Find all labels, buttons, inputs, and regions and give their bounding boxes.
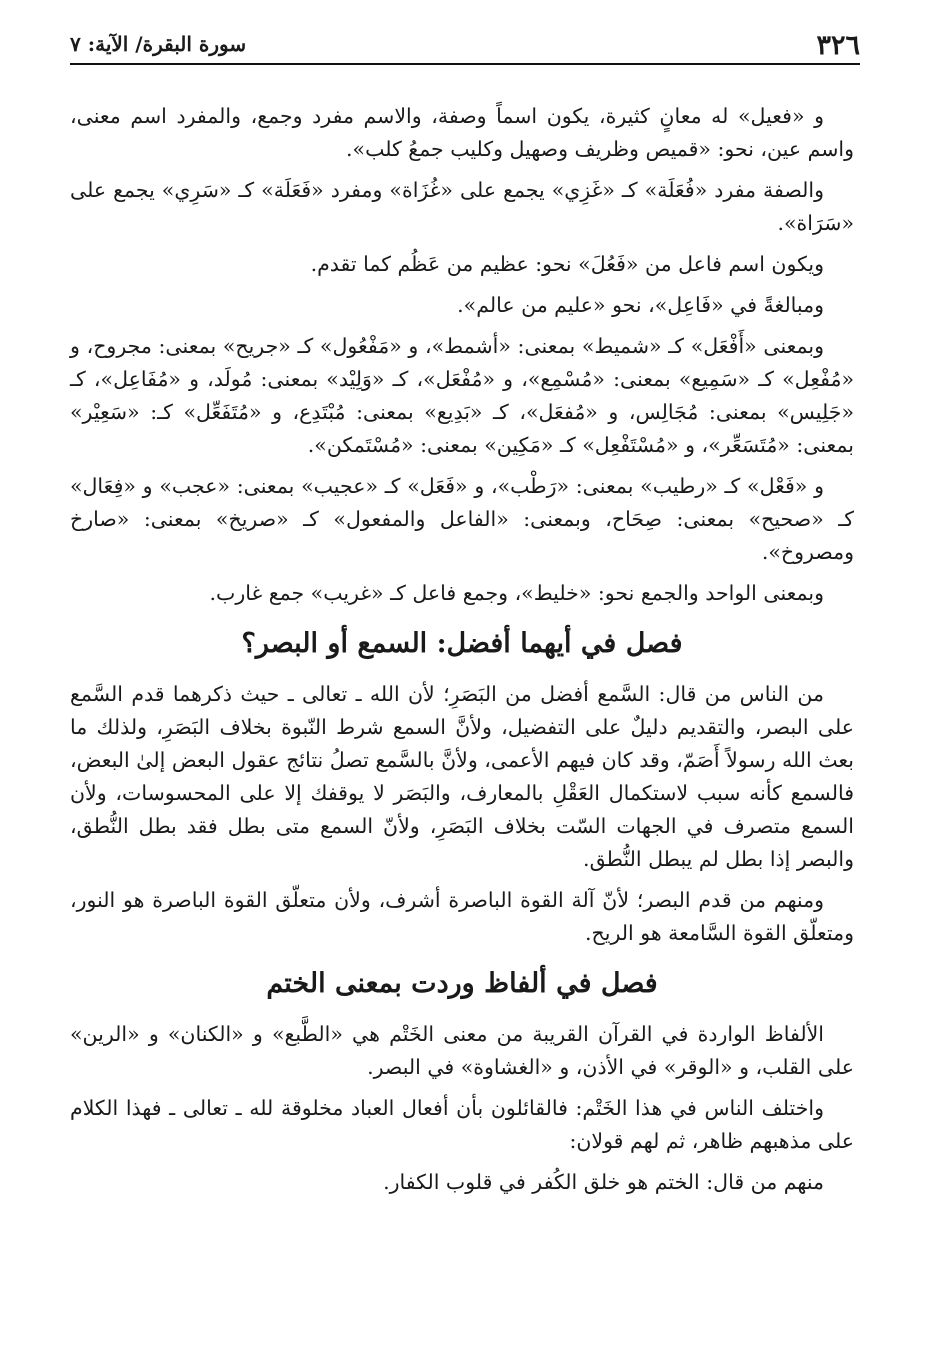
paragraph: وبمعنى الواحد والجمع نحو: «خليط»، وجمع فاعل كـ «غريب» جمع غارب. bbox=[209, 581, 824, 605]
paragraph: من الناس من قال: السَّمع أفضل من البَصَرِ؛ لأن الله ـ تعالى ـ حيث ذكرهما قدم السَّمع على البصر، والتقديم دليلٌ على التفضيل، ولأنَّ السمع شرط النّبوة بخلاف البَصَرِ، ولذلك ما بعث الله رسولاً أَصَمّ، وقد كان فيهم الأعمى، ولأنَّ بالسَّمع تصلُ نتائج عقول البعض إلىٰ البعض، فالسمع كأنه سبب لاستكمال العَقْلِ بالمعارف، والبَصَر لا يوقفك إلا على المحسوسات، ولأن السمع متصرف في الجهات السّت بخلاف البَصَرِ، ولأنّ السمع متى بطل فقد بطل النُّطق، والبصر إذا بطل لم يبطل النُّطق. bbox=[70, 682, 854, 871]
paragraph: ويكون اسم فاعل من «فَعُلَ» نحو: عظيم من عَظُم كما تقدم. bbox=[310, 252, 824, 276]
paragraph: وبمعنى «أَفْعَل» كـ «شميط» بمعنى: «أشمط»، و «مَفْعُول» كـ «جريح» بمعنى: مجروح، و «مُفْعِل» كـ «سَمِيع» بمعنى: «مُسْمِع»، و «مُفْعَل»، كـ «وَلِيْد» بمعنى: مُولَد، و «مُفَاعِل»، كـ «جَلِيس» بمعنى: مُجَالِس، و «مُفعَل»، كـ «بَدِيع» بمعنى: مُبْتَدِع، و «مُتَفَعِّل» كـ: «سَعِيْر» بمعنى: «مُتَسَعِّر»، و «مُسْتَفْعِل» كـ «مَكِين» بمعنى: «مُسْتَمكن». bbox=[70, 334, 854, 457]
header-rule bbox=[70, 63, 860, 65]
paragraph: ومنهم من قدم البصر؛ لأنّ آلة القوة الباصرة أشرف، ولأن متعلّق القوة الباصرة هو النور، ومتعلّق القوة السَّامعة هو الريح. bbox=[70, 888, 854, 945]
paragraph: منهم من قال: الختم هو خلق الكُفر في قلوب الكفار. bbox=[383, 1170, 824, 1194]
page-number: ٣٢٦ bbox=[816, 30, 860, 61]
paragraph: ومبالغةً في «فَاعِل»، نحو «عليم من عالم». bbox=[457, 293, 824, 317]
sura-reference: سورة البقرة/ الآية: ٧ bbox=[70, 32, 247, 56]
section-heading: فصل في ألفاظ وردت بمعنى الختم bbox=[266, 968, 658, 999]
section-heading: فصل في أيهما أفضل: السمع أو البصر؟ bbox=[241, 628, 683, 659]
paragraph: واختلف الناس في هذا الخَتْم: فالقائلون بأن أفعال العباد مخلوقة لله ـ تعالى ـ فهذا الكلام على مذهبهم ظاهر، ثم لهم قولان: bbox=[70, 1096, 854, 1153]
paragraph: والصفة مفرد «فُعَلَة» كـ «غَزِي» يجمع على «غُزَاة» ومفرد «فَعَلَة» كـ «سَرِي» يجمع على «سَرَاة». bbox=[70, 178, 854, 235]
page-header bbox=[70, 30, 860, 68]
paragraph: الألفاظ الواردة في القرآن القريبة من معنى الخَتْم هي «الطَّبع» و «الكنان» و «الرين» على القلب، و «الوقر» في الأذن، و «الغشاوة» في البصر. bbox=[70, 1022, 854, 1079]
paragraph: و «فعيل» له معانٍ كثيرة، يكون اسماً وصفة، والاسم مفرد وجمع، والمفرد اسم معنى، واسم عين، نحو: «قميص وظريف وصهيل وكليب جمعُ كلب». bbox=[70, 104, 854, 161]
paragraph: و «فَعْل» كـ «رطيب» بمعنى: «رَطْب»، و «فَعَل» كـ «عجيب» بمعنى: «عجب» و «فِعَال» كـ «صحيح» بمعنى: صِحَاح، وبمعنى: «الفاعل والمفعول» كـ «صريخ» بمعنى: «صارخ ومصروخ». bbox=[70, 474, 854, 564]
page-body bbox=[70, 100, 854, 1207]
